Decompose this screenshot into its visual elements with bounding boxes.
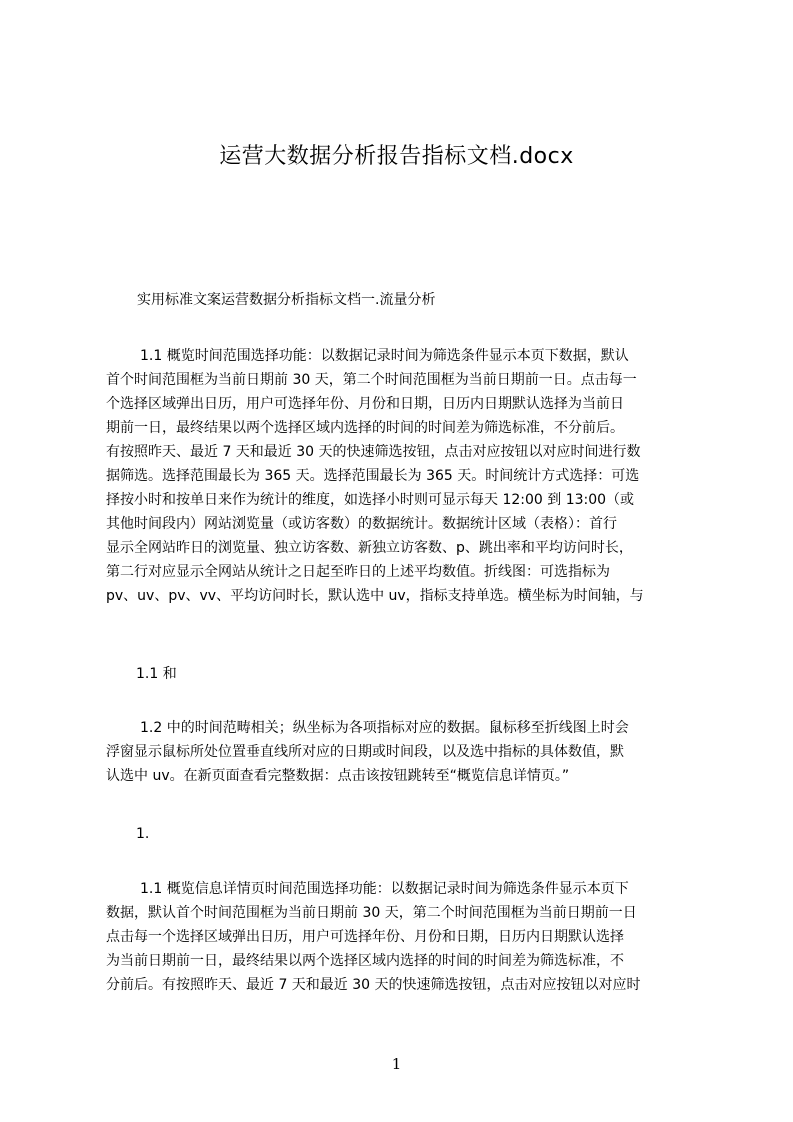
text-line: pv、uv、pv、vv、平均访问时长，默认选中 uv，指标支持单选。横坐标为时间轴，与 xyxy=(106,588,644,604)
text-line: 1.1 概览信息详情页时间范围选择功能：以数据记录时间为筛选条件显示本页下 xyxy=(140,881,629,897)
text-line: 显示全网站昨日的浏览量、独立访客数、新独立访客数、p、跳出率和平均访问时长， xyxy=(106,540,633,556)
section-heading xyxy=(137,288,727,312)
text-line: 据筛选。选择范围最长为 365 天。选择范围最长为 365 天。时间统计方式选择：可选 xyxy=(106,468,640,484)
text-line: 择按小时和按单日来作为统计的维度，如选择小时则可显示每天 12:00 到 13:00（或 xyxy=(106,492,635,508)
paragraph-detail-time-range xyxy=(106,877,696,997)
text-line: 点击每一个选择区域弹出日历，用户可选择年份、月份和日期，日历内日期默认选择 xyxy=(106,929,624,945)
paragraph-overview-time-range xyxy=(106,344,696,608)
paragraph-1-1-and xyxy=(136,662,726,686)
document-title: 运营大数据分析报告指标文档.docx xyxy=(219,144,574,169)
text-line: 第二行对应显示全网站从统计之日起至昨日的上述平均数值。折线图：可选指标为 xyxy=(106,564,610,580)
text-line: 有按照昨天、最近 7 天和最近 30 天的快速筛选按钮，点击对应按钮以对应时间进行数 xyxy=(106,444,641,460)
paragraph-1 xyxy=(136,822,726,846)
text-line: 分前后。有按照昨天、最近 7 天和最近 30 天的快速筛选按钮，点击对应按钮以对应时 xyxy=(106,977,641,993)
text-line: 首个时间范围框为当前日期前 30 天，第二个时间范围框为当前日期前一日。点击每一 xyxy=(106,372,637,388)
page-number: 1 xyxy=(391,1055,402,1073)
paragraph-line-chart-axis xyxy=(106,716,696,788)
text-line: 其他时间段内）网站浏览量（或访客数）的数据统计。数据统计区域（表格）：首行 xyxy=(106,516,617,532)
text-line: 1.1 和 xyxy=(136,666,177,682)
text-line: 个选择区域弹出日历，用户可选择年份、月份和日期，日历内日期默认选择为当前日 xyxy=(106,396,624,412)
text-line: 实用标准文案运营数据分析指标文档一.流量分析 xyxy=(137,292,436,308)
text-line: 为当前日期前一日，最终结果以两个选择区域内选择的时间的时间差为筛选标准，不 xyxy=(106,953,624,969)
text-line: 期前一日，最终结果以两个选择区域内选择的时间的时间差为筛选标准，不分前后。 xyxy=(106,420,624,436)
text-line: 浮窗显示鼠标所处位置垂直线所对应的日期或时间段，以及选中指标的具体数值，默 xyxy=(106,744,624,760)
text-line: 1. xyxy=(136,826,150,842)
text-line: 1.2 中的时间范畴相关；纵坐标为各项指标对应的数据。鼠标移至折线图上时会 xyxy=(140,720,629,736)
text-line: 数据，默认首个时间范围框为当前日期前 30 天，第二个时间范围框为当前日期前一日 xyxy=(106,905,637,921)
text-line: 1.1 概览时间范围选择功能：以数据记录时间为筛选条件显示本页下数据，默认 xyxy=(140,348,629,364)
text-line: 认选中 uv。在新页面查看完整数据：点击该按钮跳转至“概览信息详情页。” xyxy=(106,768,570,784)
